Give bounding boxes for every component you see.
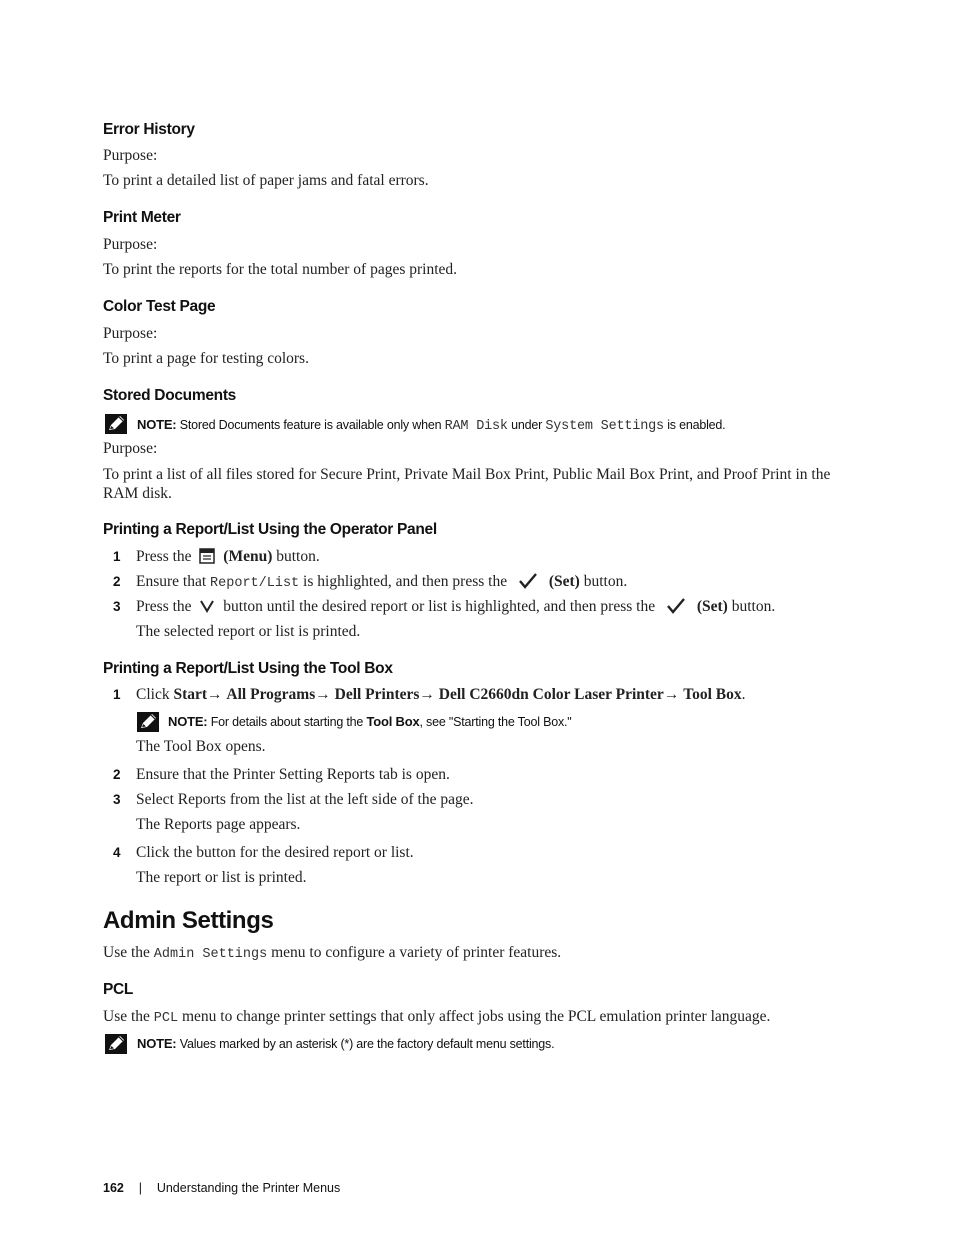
note-pencil-icon (105, 414, 127, 439)
step-number: 2 (113, 767, 121, 782)
color-test-purpose-label: Purpose: (103, 325, 158, 342)
print-meter-heading: Print Meter (103, 209, 181, 226)
note-label: NOTE: (137, 417, 177, 432)
step-bold: Reports (177, 791, 226, 808)
admin-settings-intro (103, 944, 561, 962)
result-text: page appears. (216, 816, 301, 833)
operator-step-1 (136, 548, 320, 566)
step-text: button. (583, 573, 628, 590)
step-bold: Printer Setting Reports (232, 766, 375, 783)
step-number: 2 (113, 574, 121, 589)
color-test-page-heading: Color Test Page (103, 298, 216, 315)
menu-path-printer-model: Dell C2660dn Color Laser Printer (438, 686, 664, 703)
tool-box-step-2 (136, 766, 450, 784)
result-text: The (136, 816, 161, 833)
tool-box-heading: Printing a Report/List Using the Tool Box (103, 660, 393, 677)
note-text-part2: under (511, 418, 543, 432)
step-bold: (Set) (548, 573, 580, 590)
footer-separator: | (138, 1181, 142, 1195)
page-number: 162 (103, 1181, 124, 1195)
page-footer (103, 1181, 340, 1195)
step-text: button. (731, 598, 776, 615)
step-text: . (741, 686, 746, 703)
intro-text: menu to configure a variety of printer features. (271, 944, 562, 961)
result-text: opens. (225, 738, 266, 755)
step-text: tab is open. (378, 766, 450, 783)
stored-documents-heading: Stored Documents (103, 387, 236, 404)
pcl-note (137, 1036, 554, 1051)
tool-box-step-3-result (136, 816, 300, 834)
tool-box-step-3 (136, 791, 473, 809)
print-meter-purpose-text: To print the reports for the total number of pages printed. (103, 261, 458, 278)
down-arrow-icon (195, 599, 219, 613)
menu-arrow: → (207, 686, 223, 703)
tool-box-step-1 (136, 686, 746, 704)
stored-documents-note (137, 417, 725, 434)
intro-code: PCL (153, 1011, 179, 1026)
note-pencil-icon (105, 1034, 127, 1059)
intro-text: Use the (103, 944, 150, 961)
note-code-system-settings: System Settings (545, 419, 664, 434)
note-pencil-icon (137, 712, 159, 737)
note-bold: Tool Box (366, 714, 420, 729)
note-text: Values marked by an asterisk (*) are the factory default menu settings. (179, 1037, 555, 1051)
step-text: button until the desired report or list is highlighted, and then press the (223, 598, 656, 615)
intro-code: Admin Settings (153, 947, 268, 962)
step-text: Select (136, 791, 174, 808)
tool-box-step-1-result (136, 738, 266, 756)
operator-step-3 (136, 598, 775, 616)
result-text: The (136, 738, 161, 755)
note-text: , see "Starting the Tool Box." (419, 715, 572, 729)
menu-arrow: → (419, 686, 435, 703)
tool-box-step-4: Click the button for the desired report or list. (136, 844, 414, 861)
step-number: 3 (113, 599, 121, 614)
step-bold: (Set) (696, 598, 728, 615)
tool-box-note (168, 714, 572, 729)
step-number: 1 (113, 687, 121, 702)
error-history-purpose-text: To print a detailed list of paper jams and fatal errors. (103, 172, 429, 189)
step-bold: (Menu) (223, 548, 273, 565)
operator-panel-heading: Printing a Report/List Using the Operator Panel (103, 521, 437, 538)
stored-documents-purpose-text: To print a list of all files stored for Secure Print, Private Mail Box Print, Public Mail Box Print, and Proof Print in the RAM disk. (103, 466, 831, 502)
checkmark-icon (511, 574, 545, 588)
color-test-purpose-text: To print a page for testing colors. (103, 350, 309, 367)
step-text: button. (276, 548, 320, 565)
error-history-purpose-label: Purpose: (103, 147, 158, 164)
admin-settings-heading: Admin Settings (103, 907, 274, 934)
pcl-intro (103, 1008, 770, 1026)
menu-path-all-programs: All Programs (226, 686, 316, 703)
step-text: is highlighted, and then press the (303, 573, 508, 590)
result-bold: Tool Box (163, 738, 222, 755)
result-bold: Reports (163, 816, 213, 833)
menu-path-dell-printers: Dell Printers (334, 686, 420, 703)
pcl-heading: PCL (103, 981, 134, 998)
menu-path-tool-box: Tool Box (683, 686, 742, 703)
note-text: For details about starting the (210, 715, 364, 729)
menu-arrow: → (315, 686, 331, 703)
menu-arrow: → (663, 686, 680, 703)
step-text: Press the (136, 598, 192, 615)
step-number: 1 (113, 549, 121, 564)
operator-step-3-result: The selected report or list is printed. (136, 623, 361, 640)
note-code-ram-disk: RAM Disk (444, 419, 508, 434)
step-text: Ensure that (136, 573, 207, 590)
step-text: Press the (136, 548, 192, 565)
menu-path-start: Start (173, 686, 208, 703)
checkmark-icon (659, 599, 693, 613)
step-number: 3 (113, 792, 121, 807)
intro-text: Use the (103, 1008, 150, 1025)
footer-chapter-title: Understanding the Printer Menus (156, 1181, 341, 1195)
note-label: NOTE: (137, 1036, 177, 1051)
error-history-heading: Error History (103, 121, 195, 138)
note-text-part1: Stored Documents feature is available only when (179, 418, 442, 432)
step-text: Ensure that the (136, 766, 229, 783)
step-number: 4 (113, 845, 121, 860)
step-text: Click (136, 686, 170, 703)
intro-text: menu to change printer settings that only affect jobs using the PCL emulation printer language. (181, 1008, 771, 1025)
step-code: Report/List (210, 576, 300, 591)
stored-documents-purpose-label: Purpose: (103, 440, 158, 457)
menu-button-icon (195, 549, 219, 563)
note-text-part3: is enabled. (667, 418, 726, 432)
note-label: NOTE: (168, 714, 208, 729)
tool-box-step-4-result: The report or list is printed. (136, 869, 307, 886)
step-text: from the list at the left side of the page. (229, 791, 474, 808)
operator-step-2 (136, 573, 627, 591)
print-meter-purpose-label: Purpose: (103, 236, 158, 253)
